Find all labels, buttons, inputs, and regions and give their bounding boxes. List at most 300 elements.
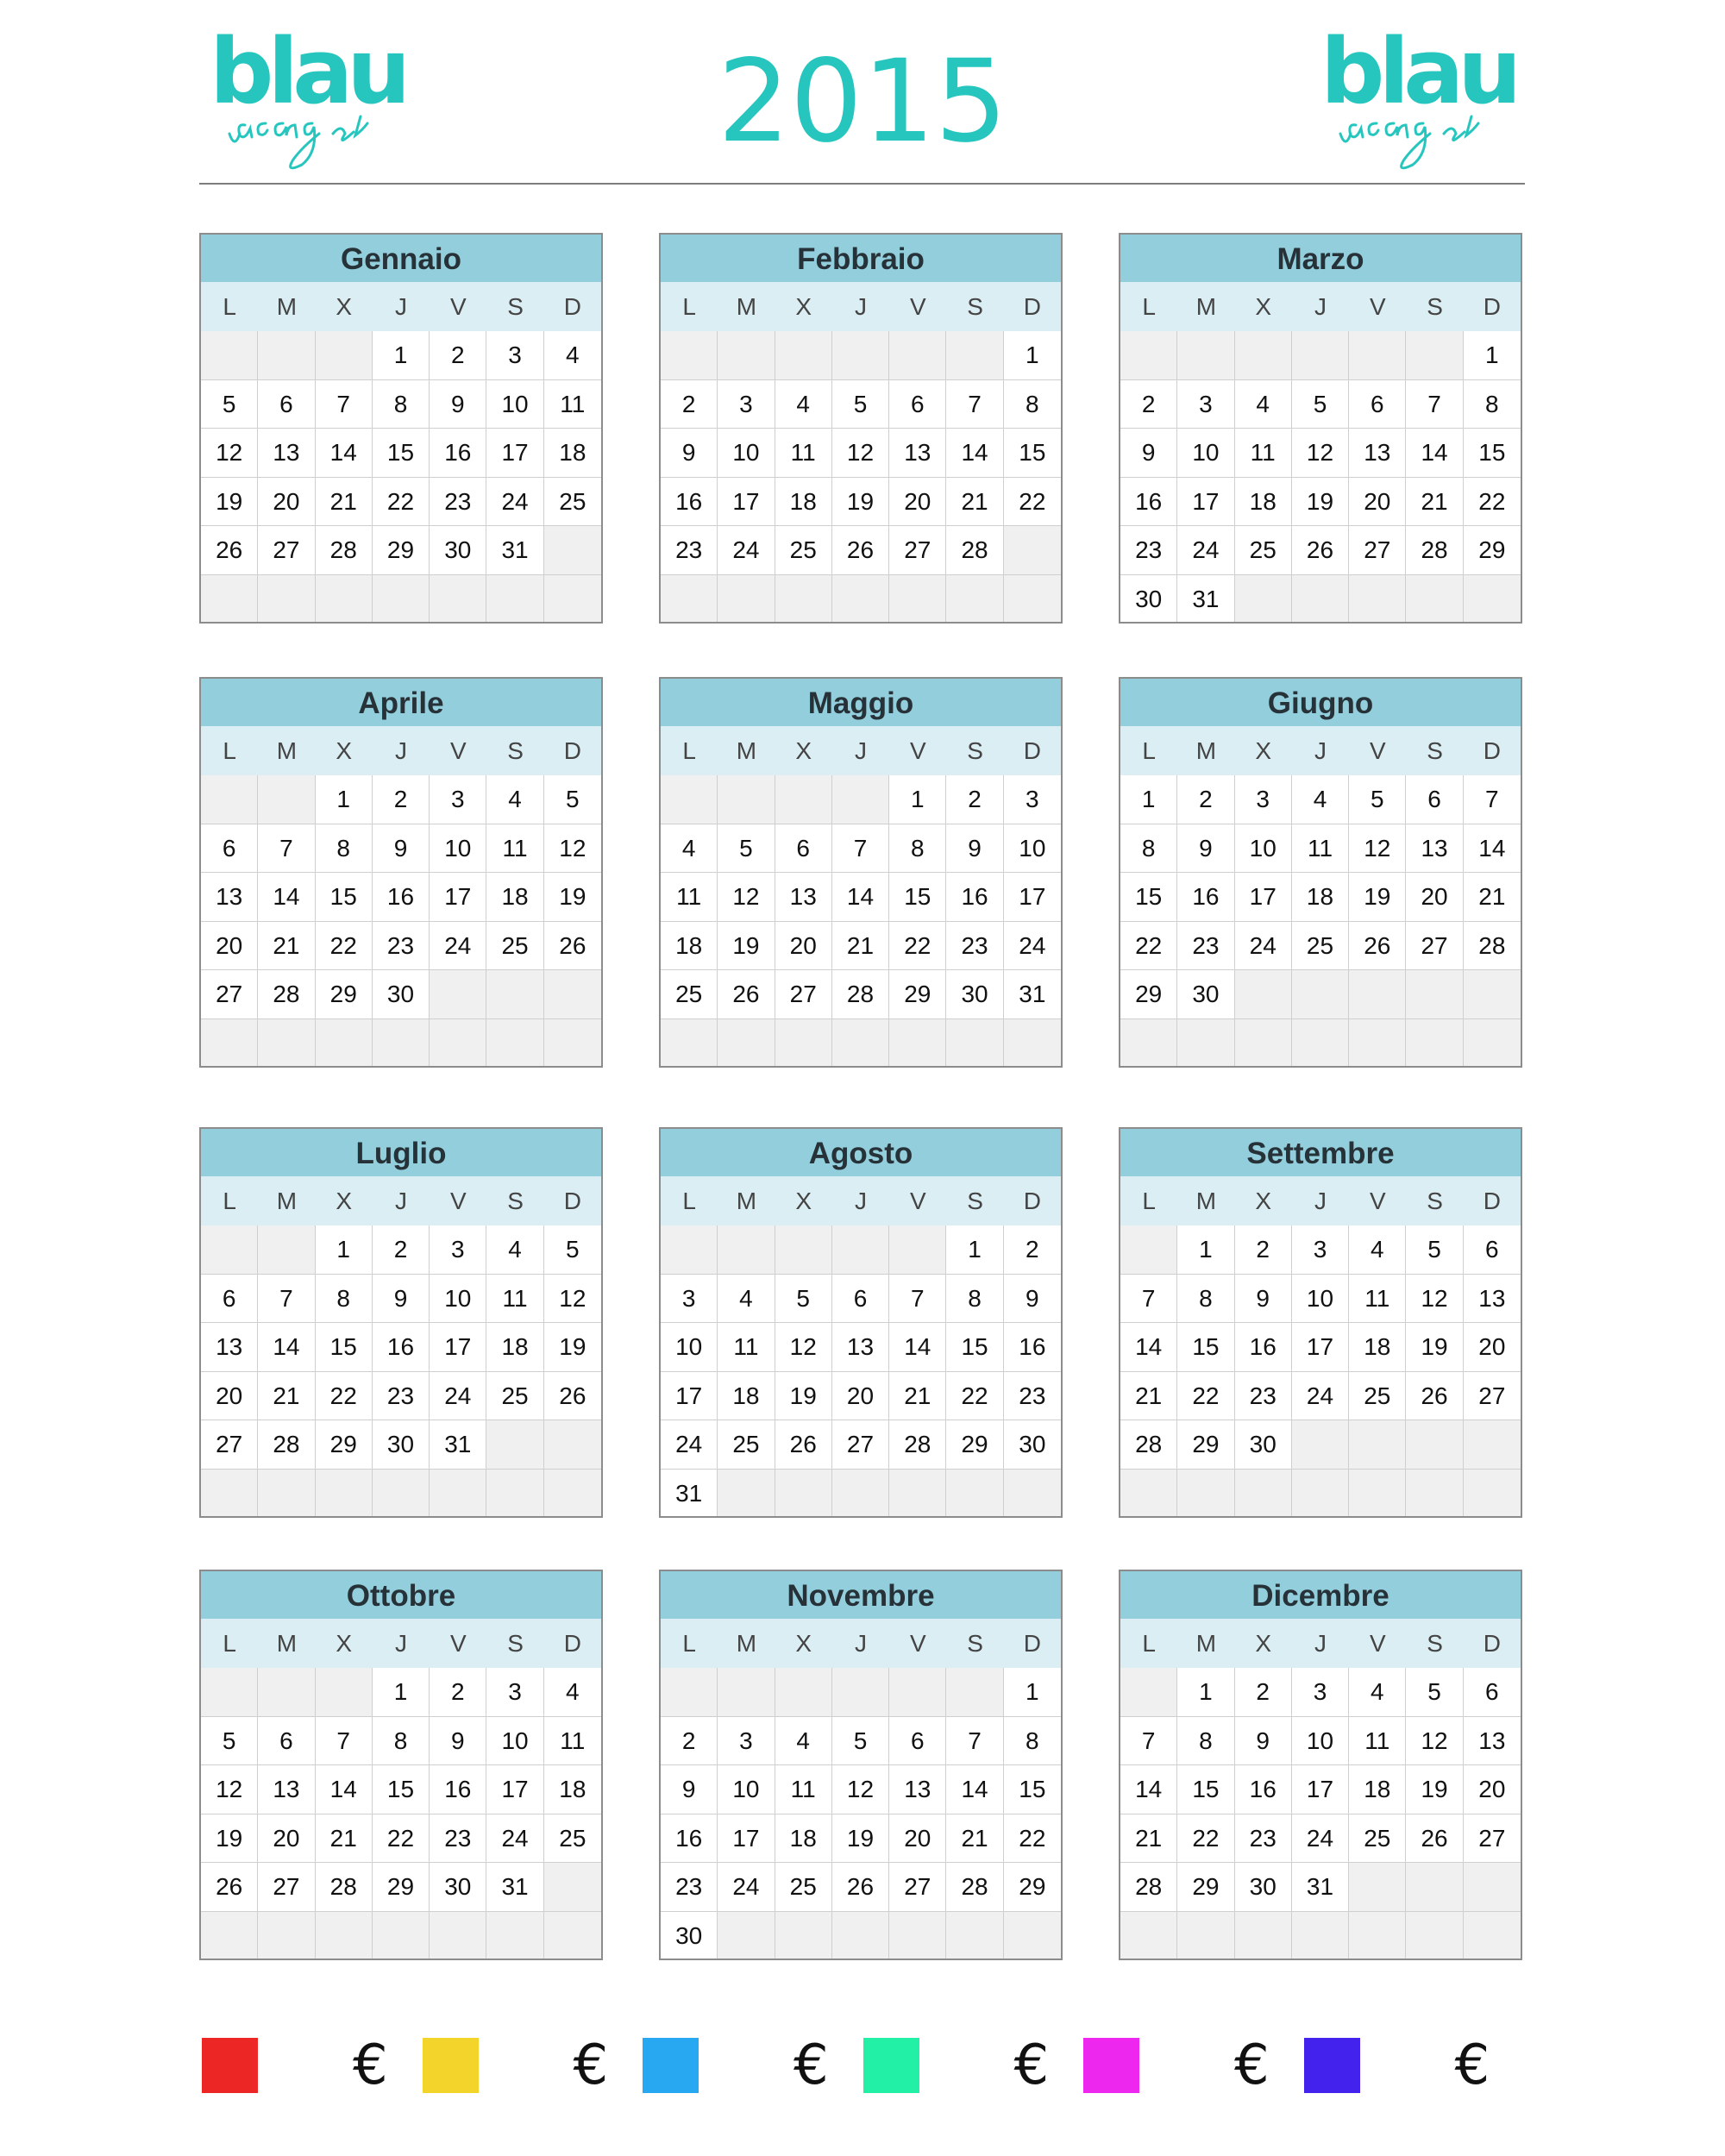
day-cell: 11 — [775, 429, 832, 478]
empty-day-cell — [201, 1470, 258, 1519]
day-cell: 23 — [946, 922, 1003, 971]
day-cell: 23 — [373, 922, 430, 971]
empty-day-cell — [1349, 1912, 1406, 1961]
day-cell: 26 — [1406, 1814, 1463, 1864]
day-cell: 23 — [1120, 526, 1177, 575]
day-cell: 17 — [1004, 873, 1061, 922]
day-cell: 22 — [316, 922, 373, 971]
weekday-label: L — [1142, 1188, 1156, 1214]
days-grid — [1120, 1225, 1521, 1518]
day-cell: 28 — [946, 526, 1003, 575]
day-cell: 27 — [201, 970, 258, 1019]
day-cell: 16 — [661, 478, 718, 527]
day-cell: 8 — [316, 1275, 373, 1324]
day-cell: 23 — [1235, 1372, 1292, 1421]
day-cell: 14 — [946, 429, 1003, 478]
day-cell: 12 — [718, 873, 775, 922]
empty-day-cell — [1349, 970, 1406, 1019]
weekday-label: J — [854, 1188, 867, 1214]
weekday-label: X — [1255, 293, 1272, 320]
day-cell: 15 — [1004, 429, 1061, 478]
day-cell: 11 — [1349, 1717, 1406, 1766]
logo-script — [223, 99, 404, 185]
legend-swatch — [1304, 2038, 1360, 2093]
empty-day-cell — [1235, 1019, 1292, 1069]
empty-day-cell — [1464, 1863, 1521, 1912]
day-cell: 2 — [373, 775, 430, 824]
day-cell: 11 — [486, 1275, 543, 1324]
day-cell: 23 — [430, 1814, 486, 1864]
empty-day-cell — [1406, 970, 1463, 1019]
day-cell: 5 — [544, 775, 601, 824]
empty-day-cell — [889, 1225, 946, 1275]
day-cell: 30 — [430, 526, 486, 575]
day-cell: 1 — [316, 775, 373, 824]
empty-day-cell — [486, 1470, 543, 1519]
empty-day-cell — [775, 1225, 832, 1275]
empty-day-cell — [1464, 1470, 1521, 1519]
day-cell: 8 — [316, 824, 373, 874]
day-cell: 17 — [1235, 873, 1292, 922]
weekday-label: V — [449, 293, 467, 320]
legend-swatch — [423, 2038, 479, 2093]
day-cell: 25 — [661, 970, 718, 1019]
day-cell: 18 — [718, 1372, 775, 1421]
day-cell: 25 — [486, 922, 543, 971]
day-cell: 1 — [1177, 1668, 1234, 1717]
legend-swatch — [863, 2038, 919, 2093]
day-cell: 22 — [1177, 1372, 1234, 1421]
weekday-label: D — [1023, 293, 1041, 320]
weekday-label: L — [1142, 293, 1156, 320]
day-cell: 9 — [1177, 824, 1234, 874]
day-cell: 20 — [1406, 873, 1463, 922]
day-cell: 30 — [1004, 1420, 1061, 1470]
day-cell: 8 — [1120, 824, 1177, 874]
weekday-label: S — [967, 1188, 983, 1214]
day-cell: 3 — [718, 1717, 775, 1766]
weekday-label: X — [336, 1188, 353, 1214]
day-cell: 8 — [889, 824, 946, 874]
day-cell: 22 — [1464, 478, 1521, 527]
day-cell: 4 — [661, 824, 718, 874]
day-cell: 8 — [1004, 380, 1061, 429]
empty-day-cell — [544, 526, 601, 575]
day-cell: 19 — [1406, 1765, 1463, 1814]
empty-day-cell — [889, 575, 946, 624]
day-cell: 7 — [258, 1275, 315, 1324]
day-cell: 14 — [889, 1323, 946, 1372]
day-cell: 18 — [1349, 1765, 1406, 1814]
day-cell: 6 — [775, 824, 832, 874]
weekday-label: S — [507, 293, 524, 320]
empty-day-cell — [1177, 1470, 1234, 1519]
empty-day-cell — [544, 970, 601, 1019]
day-cell: 29 — [946, 1420, 1003, 1470]
weekday-label: V — [909, 1188, 926, 1214]
weekday-label: S — [967, 293, 983, 320]
day-cell: 1 — [1464, 331, 1521, 380]
day-cell: 6 — [1464, 1225, 1521, 1275]
weekday-label: L — [1142, 1630, 1156, 1657]
day-cell: 21 — [1464, 873, 1521, 922]
day-cell: 21 — [946, 478, 1003, 527]
days-grid — [661, 331, 1061, 624]
day-cell: 3 — [430, 775, 486, 824]
empty-day-cell — [775, 1668, 832, 1717]
empty-day-cell — [1464, 970, 1521, 1019]
day-cell: 16 — [946, 873, 1003, 922]
day-cell: 4 — [1235, 380, 1292, 429]
weekday-label: L — [682, 1188, 696, 1214]
month-dicembre — [1119, 1570, 1522, 1960]
empty-day-cell — [946, 575, 1003, 624]
empty-day-cell — [1406, 331, 1463, 380]
empty-day-cell — [889, 1470, 946, 1519]
empty-day-cell — [1349, 1019, 1406, 1069]
empty-day-cell — [661, 1668, 718, 1717]
day-cell: 29 — [889, 970, 946, 1019]
day-cell: 9 — [1235, 1717, 1292, 1766]
empty-day-cell — [1292, 331, 1349, 380]
weekday-label: D — [1483, 293, 1501, 320]
day-cell: 18 — [1235, 478, 1292, 527]
day-cell: 29 — [1464, 526, 1521, 575]
day-cell: 13 — [201, 873, 258, 922]
day-cell: 18 — [661, 922, 718, 971]
day-cell: 9 — [661, 1765, 718, 1814]
day-cell: 21 — [258, 1372, 315, 1421]
empty-day-cell — [544, 1863, 601, 1912]
month-febbraio — [659, 233, 1063, 624]
weekday-label: V — [1369, 737, 1386, 764]
weekday-label: X — [336, 737, 353, 764]
day-cell: 16 — [373, 1323, 430, 1372]
day-cell: 27 — [1349, 526, 1406, 575]
day-cell: 17 — [1177, 478, 1234, 527]
empty-day-cell — [201, 1225, 258, 1275]
day-cell: 8 — [1177, 1717, 1234, 1766]
empty-day-cell — [1177, 1019, 1234, 1069]
day-cell: 21 — [258, 922, 315, 971]
day-cell: 7 — [946, 1717, 1003, 1766]
day-cell: 24 — [430, 922, 486, 971]
empty-day-cell — [718, 775, 775, 824]
empty-day-cell — [1120, 331, 1177, 380]
day-cell: 10 — [430, 1275, 486, 1324]
day-cell: 12 — [544, 824, 601, 874]
days-grid — [201, 331, 601, 624]
day-cell: 1 — [1177, 1225, 1234, 1275]
day-cell: 20 — [258, 1814, 315, 1864]
weekday-header — [1120, 1176, 1521, 1225]
day-cell: 13 — [775, 873, 832, 922]
day-cell: 26 — [1349, 922, 1406, 971]
weekday-label: S — [1427, 1188, 1443, 1214]
empty-day-cell — [1292, 1019, 1349, 1069]
days-grid — [1120, 331, 1521, 624]
day-cell: 1 — [373, 331, 430, 380]
empty-day-cell — [544, 1420, 601, 1470]
day-cell: 5 — [832, 380, 889, 429]
day-cell: 27 — [832, 1420, 889, 1470]
day-cell: 4 — [486, 775, 543, 824]
weekday-header — [661, 1176, 1061, 1225]
empty-day-cell — [486, 970, 543, 1019]
empty-day-cell — [373, 1912, 430, 1961]
day-cell: 15 — [1120, 873, 1177, 922]
weekday-label: S — [967, 737, 983, 764]
empty-day-cell — [316, 1912, 373, 1961]
month-name: Gennaio — [201, 235, 601, 282]
weekday-header — [201, 282, 601, 331]
weekday-label: L — [223, 1630, 236, 1657]
empty-day-cell — [946, 1912, 1003, 1961]
day-cell: 24 — [1292, 1814, 1349, 1864]
day-cell: 27 — [258, 1863, 315, 1912]
day-cell: 21 — [316, 478, 373, 527]
month-name: Dicembre — [1120, 1571, 1521, 1619]
day-cell: 10 — [1004, 824, 1061, 874]
day-cell: 12 — [832, 429, 889, 478]
day-cell: 7 — [1120, 1717, 1177, 1766]
month-name: Aprile — [201, 679, 601, 726]
day-cell: 27 — [775, 970, 832, 1019]
weekday-label: S — [1427, 1630, 1443, 1657]
weekday-label: J — [394, 1188, 407, 1214]
day-cell: 9 — [661, 429, 718, 478]
day-cell: 26 — [1292, 526, 1349, 575]
empty-day-cell — [201, 1912, 258, 1961]
weekday-label: J — [854, 293, 867, 320]
day-cell: 11 — [1349, 1275, 1406, 1324]
day-cell: 11 — [661, 873, 718, 922]
empty-day-cell — [775, 1019, 832, 1069]
day-cell: 7 — [258, 824, 315, 874]
weekday-label: V — [909, 1630, 926, 1657]
day-cell: 2 — [946, 775, 1003, 824]
day-cell: 27 — [889, 1863, 946, 1912]
weekday-label: D — [563, 737, 581, 764]
day-cell: 25 — [1349, 1814, 1406, 1864]
day-cell: 25 — [775, 526, 832, 575]
day-cell: 11 — [486, 824, 543, 874]
day-cell: 29 — [316, 970, 373, 1019]
legend-swatch — [643, 2038, 699, 2093]
day-cell: 13 — [1349, 429, 1406, 478]
day-cell: 28 — [946, 1863, 1003, 1912]
day-cell: 18 — [544, 429, 601, 478]
empty-day-cell — [832, 331, 889, 380]
day-cell: 23 — [1235, 1814, 1292, 1864]
day-cell: 31 — [486, 1863, 543, 1912]
month-settembre — [1119, 1127, 1522, 1518]
day-cell: 28 — [258, 970, 315, 1019]
empty-day-cell — [316, 575, 373, 624]
day-cell: 18 — [1349, 1323, 1406, 1372]
day-cell: 15 — [946, 1323, 1003, 1372]
day-cell: 20 — [1349, 478, 1406, 527]
empty-day-cell — [1349, 1863, 1406, 1912]
empty-day-cell — [486, 1019, 543, 1069]
weekday-label: V — [449, 737, 467, 764]
weekday-label: M — [1195, 1188, 1217, 1214]
empty-day-cell — [430, 1019, 486, 1069]
day-cell: 28 — [316, 526, 373, 575]
legend-swatch — [1083, 2038, 1139, 2093]
weekday-label: J — [394, 293, 407, 320]
day-cell: 13 — [258, 1765, 315, 1814]
weekday-label: M — [736, 737, 757, 764]
empty-day-cell — [544, 1912, 601, 1961]
month-ottobre — [199, 1570, 603, 1960]
weekday-label: X — [795, 293, 812, 320]
day-cell: 8 — [1464, 380, 1521, 429]
empty-day-cell — [1349, 1420, 1406, 1470]
day-cell: 26 — [1406, 1372, 1463, 1421]
weekday-label: D — [563, 1630, 581, 1657]
day-cell: 4 — [1292, 775, 1349, 824]
day-cell: 25 — [544, 478, 601, 527]
weekday-label: V — [909, 737, 926, 764]
weekday-header — [661, 282, 1061, 331]
day-cell: 28 — [889, 1420, 946, 1470]
empty-day-cell — [832, 775, 889, 824]
empty-day-cell — [1349, 575, 1406, 624]
month-gennaio — [199, 233, 603, 624]
day-cell: 25 — [486, 1372, 543, 1421]
empty-day-cell — [201, 1668, 258, 1717]
day-cell: 6 — [258, 380, 315, 429]
day-cell: 12 — [201, 1765, 258, 1814]
day-cell: 1 — [373, 1668, 430, 1717]
day-cell: 26 — [544, 1372, 601, 1421]
weekday-header — [1120, 726, 1521, 775]
day-cell: 24 — [486, 478, 543, 527]
empty-day-cell — [1235, 1470, 1292, 1519]
day-cell: 25 — [1349, 1372, 1406, 1421]
empty-day-cell — [1406, 575, 1463, 624]
empty-day-cell — [1120, 1912, 1177, 1961]
day-cell: 25 — [775, 1863, 832, 1912]
day-cell: 5 — [201, 380, 258, 429]
day-cell: 31 — [1292, 1863, 1349, 1912]
day-cell: 8 — [1004, 1717, 1061, 1766]
weekday-label: J — [854, 1630, 867, 1657]
day-cell: 22 — [316, 1372, 373, 1421]
weekday-label: M — [276, 1188, 298, 1214]
day-cell: 28 — [1120, 1863, 1177, 1912]
day-cell: 5 — [832, 1717, 889, 1766]
day-cell: 15 — [889, 873, 946, 922]
empty-day-cell — [373, 575, 430, 624]
day-cell: 3 — [1235, 775, 1292, 824]
day-cell: 21 — [832, 922, 889, 971]
empty-day-cell — [1292, 970, 1349, 1019]
weekday-label: L — [682, 737, 696, 764]
day-cell: 29 — [1120, 970, 1177, 1019]
day-cell: 21 — [1120, 1814, 1177, 1864]
day-cell: 19 — [1349, 873, 1406, 922]
empty-day-cell — [1464, 1912, 1521, 1961]
month-marzo — [1119, 233, 1522, 624]
day-cell: 3 — [718, 380, 775, 429]
day-cell: 16 — [1120, 478, 1177, 527]
weekday-label: V — [909, 293, 926, 320]
empty-day-cell — [661, 775, 718, 824]
empty-day-cell — [430, 575, 486, 624]
day-cell: 12 — [544, 1275, 601, 1324]
day-cell: 20 — [1464, 1323, 1521, 1372]
weekday-label: D — [563, 293, 581, 320]
day-cell: 2 — [1120, 380, 1177, 429]
empty-day-cell — [946, 1668, 1003, 1717]
day-cell: 23 — [661, 1863, 718, 1912]
day-cell: 21 — [889, 1372, 946, 1421]
empty-day-cell — [1292, 1420, 1349, 1470]
day-cell: 2 — [1235, 1225, 1292, 1275]
day-cell: 14 — [1120, 1765, 1177, 1814]
empty-day-cell — [832, 1912, 889, 1961]
weekday-label: M — [1195, 737, 1217, 764]
day-cell: 28 — [1120, 1420, 1177, 1470]
empty-day-cell — [258, 1470, 315, 1519]
day-cell: 25 — [1235, 526, 1292, 575]
empty-day-cell — [316, 331, 373, 380]
weekday-label: M — [276, 293, 298, 320]
day-cell: 5 — [544, 1225, 601, 1275]
empty-day-cell — [1235, 1912, 1292, 1961]
day-cell: 15 — [316, 873, 373, 922]
day-cell: 22 — [1120, 922, 1177, 971]
day-cell: 30 — [1235, 1863, 1292, 1912]
day-cell: 23 — [430, 478, 486, 527]
empty-day-cell — [832, 575, 889, 624]
day-cell: 8 — [1177, 1275, 1234, 1324]
day-cell: 4 — [1349, 1225, 1406, 1275]
logo-left — [210, 19, 408, 185]
day-cell: 10 — [1235, 824, 1292, 874]
month-maggio — [659, 677, 1063, 1068]
day-cell: 24 — [718, 526, 775, 575]
weekday-label: J — [394, 737, 407, 764]
day-cell: 6 — [889, 1717, 946, 1766]
empty-day-cell — [486, 1912, 543, 1961]
day-cell: 14 — [316, 1765, 373, 1814]
day-cell: 13 — [832, 1323, 889, 1372]
weekday-label: S — [967, 1630, 983, 1657]
day-cell: 12 — [1349, 824, 1406, 874]
day-cell: 29 — [1004, 1863, 1061, 1912]
day-cell: 1 — [316, 1225, 373, 1275]
empty-day-cell — [201, 575, 258, 624]
empty-day-cell — [316, 1019, 373, 1069]
month-name: Febbraio — [661, 235, 1061, 282]
empty-day-cell — [316, 1668, 373, 1717]
day-cell: 7 — [1464, 775, 1521, 824]
empty-day-cell — [889, 331, 946, 380]
day-cell: 23 — [661, 526, 718, 575]
day-cell: 6 — [1349, 380, 1406, 429]
month-name: Luglio — [201, 1129, 601, 1176]
empty-day-cell — [373, 1019, 430, 1069]
day-cell: 3 — [1292, 1668, 1349, 1717]
day-cell: 30 — [430, 1863, 486, 1912]
empty-day-cell — [946, 1470, 1003, 1519]
day-cell: 1 — [889, 775, 946, 824]
empty-day-cell — [775, 1912, 832, 1961]
day-cell: 6 — [832, 1275, 889, 1324]
